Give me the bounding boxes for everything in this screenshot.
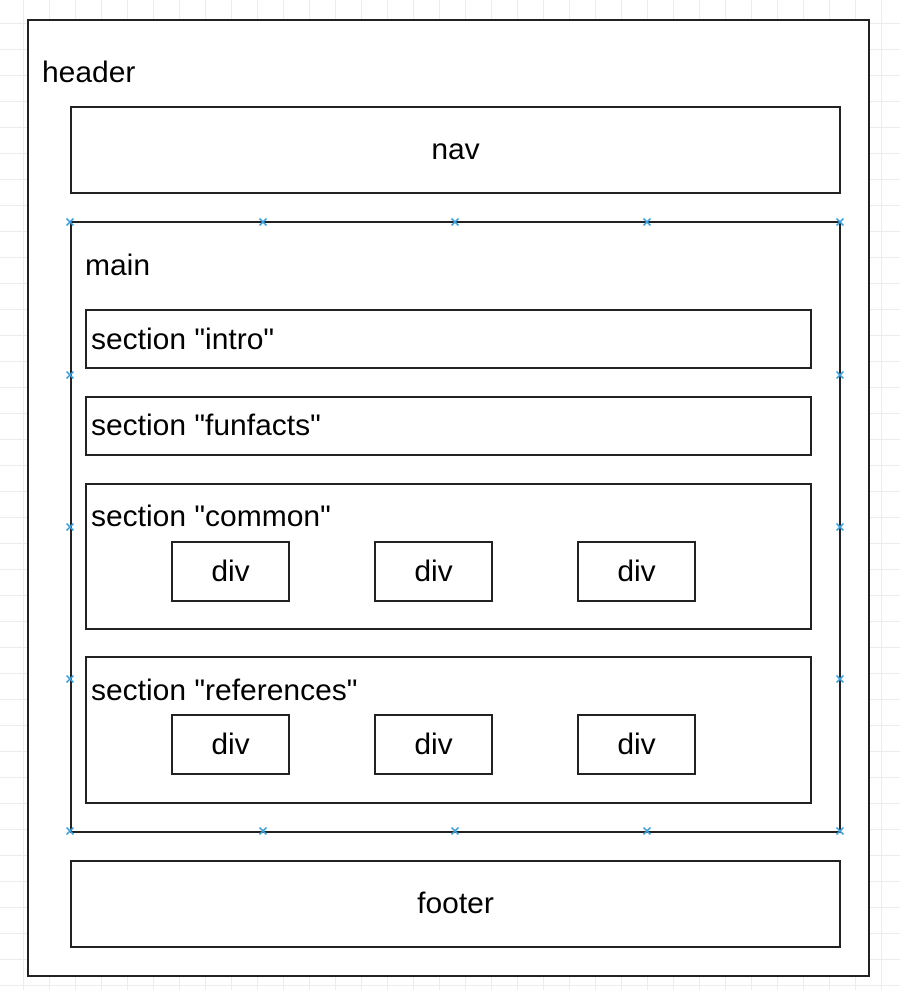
section-funfacts-label: section "funfacts" (91, 409, 321, 442)
references-div-1-label: div (211, 727, 250, 761)
references-div-2[interactable] (374, 714, 493, 775)
references-div-2-label: div (414, 727, 453, 761)
references-div-3[interactable] (577, 714, 696, 775)
common-div-2[interactable] (374, 541, 493, 602)
footer-label: footer (417, 887, 494, 920)
section-common-label: section "common" (91, 500, 331, 533)
nav-label: nav (431, 133, 480, 166)
common-div-3[interactable] (577, 541, 696, 602)
common-div-1[interactable] (171, 541, 290, 602)
footer-box[interactable] (70, 860, 841, 948)
references-div-1[interactable] (171, 714, 290, 775)
nav-box[interactable] (70, 106, 841, 194)
references-div-3-label: div (617, 727, 656, 761)
common-div-3-label: div (617, 554, 656, 588)
common-div-2-label: div (414, 554, 453, 588)
common-div-1-label: div (211, 554, 250, 588)
main-label: main (85, 249, 151, 282)
section-intro-label: section "intro" (91, 323, 275, 356)
header-label: header (42, 56, 136, 89)
section-references-label: section "references" (91, 674, 358, 707)
